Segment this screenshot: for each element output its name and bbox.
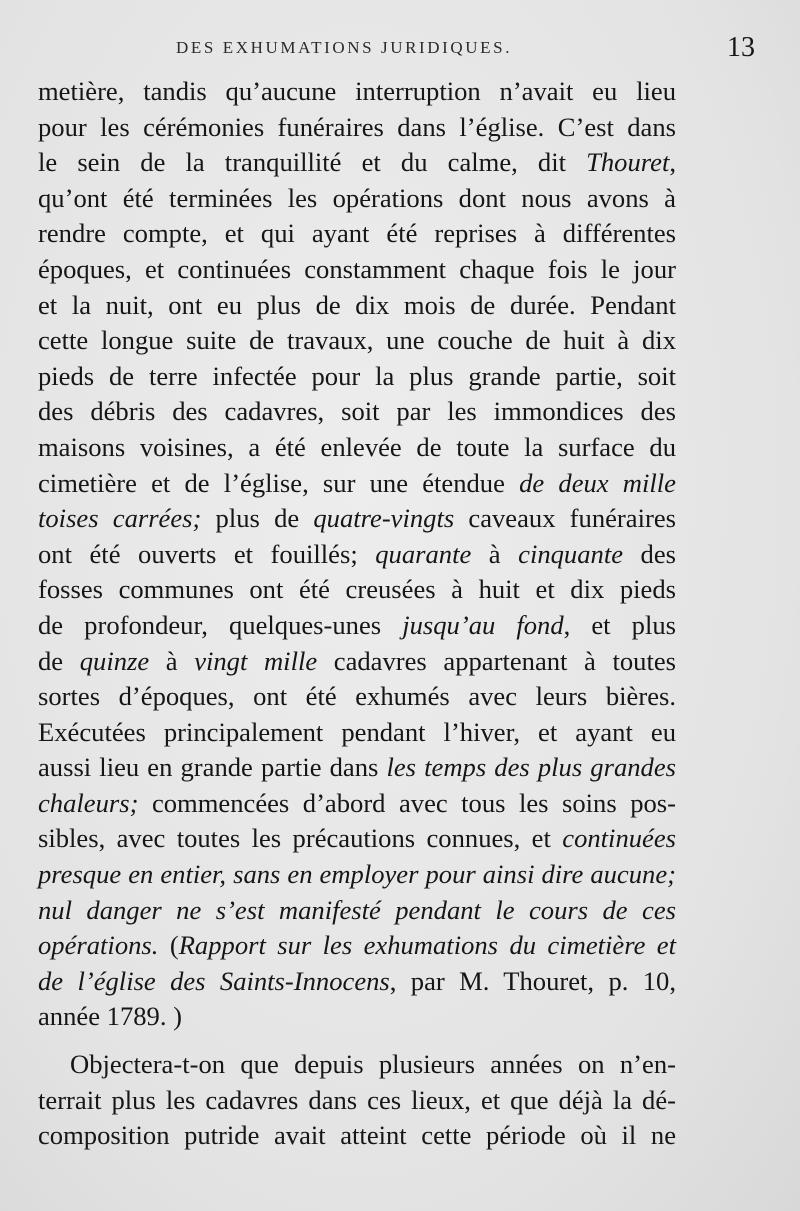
text-run: caveaux funéraires (454, 503, 676, 534)
text-run: Objectera-t-on que depuis plusieurs années on n’en- (70, 1049, 676, 1080)
running-head-title: DES EXHUMATIONS JURIDIQUES. (176, 38, 513, 57)
text-run: sortes d’époques, ont été exhumés avec leurs bières. (38, 681, 676, 712)
italic-text: opérations. (38, 930, 159, 961)
italic-text: presque en entier, sans en employer pour ainsi dire aucune; (38, 859, 676, 890)
text-line (38, 145, 676, 181)
page-number: 13 (727, 32, 755, 63)
italic-text: Rapport sur les exhumations du cimetière et (178, 930, 676, 961)
text-run: composition putride avait atteint cette période où il ne (38, 1120, 676, 1151)
text-line (38, 715, 676, 751)
text-run: cette longue suite de travaux, une couche de huit à dix (38, 325, 676, 356)
text-run: , (669, 147, 676, 178)
italic-text: continuées (562, 823, 676, 854)
text-run: de profondeur, quelques-unes (38, 609, 403, 640)
text-run: fosses communes ont été creusées à huit et dix pieds (38, 574, 676, 605)
italic-text: nul danger ne s’est manifesté pendant le cours de ces (38, 894, 676, 925)
text-run: pour les cérémonies funéraires dans l’église. C’est dans (38, 111, 676, 142)
text-line (38, 893, 676, 929)
text-run: , et plus (563, 609, 676, 640)
text-line (38, 110, 676, 146)
text-run: commencées d’abord avec tous les soins pos- (138, 787, 676, 818)
text-line (38, 644, 676, 680)
italic-text: chaleurs; (38, 787, 139, 818)
text-run: Exécutées principalement pendant l’hiver, et ayant eu (38, 716, 676, 747)
text-line (38, 750, 676, 786)
text-line (38, 1047, 676, 1083)
text-run: terrait plus les cadavres dans ces lieux, et que déjà la dé- (38, 1084, 676, 1115)
text-run: , par M. Thouret, p. 10, (389, 965, 676, 996)
text-run: ont été ouverts et fouillés; (38, 538, 376, 569)
italic-text: toises carrées; (38, 503, 202, 534)
text-line (38, 1118, 676, 1154)
text-run: plus de (201, 503, 314, 534)
text-line (38, 821, 676, 857)
text-run: ( (158, 930, 179, 961)
body-text (38, 74, 676, 1154)
italic-text: quatre-vingts (313, 503, 455, 534)
text-run: des débris des cadavres, soit par les immondices des (38, 396, 676, 427)
text-line (38, 181, 676, 217)
text-line (38, 394, 676, 430)
text-run: de (38, 645, 80, 676)
text-line (38, 501, 676, 537)
text-line (38, 1083, 676, 1119)
text-run: des (623, 538, 676, 569)
text-run: cadavres appartenant à toutes (317, 645, 676, 676)
text-line (38, 359, 676, 395)
paragraph-gap (38, 1035, 676, 1047)
italic-text: les temps des plus grandes (386, 752, 676, 783)
text-line (38, 928, 676, 964)
text-line (38, 679, 676, 715)
italic-text: de deux mille (519, 467, 676, 498)
running-head (40, 32, 755, 72)
text-line (38, 288, 676, 324)
text-line (38, 430, 676, 466)
text-line (38, 572, 676, 608)
italic-text: Thouret (586, 147, 670, 178)
text-run: le sein de la tranquillité et du calme, dit (38, 147, 587, 178)
text-line (38, 857, 676, 893)
italic-text: vingt mille (194, 645, 318, 676)
text-line (38, 74, 676, 110)
text-line (38, 323, 676, 359)
text-run: époques, et continuées constamment chaque fois le jour (38, 253, 676, 284)
italic-text: quinze (79, 645, 150, 676)
text-run: et la nuit, ont eu plus de dix mois de durée. Pendant (38, 289, 676, 320)
paragraph (38, 1047, 676, 1154)
text-run: année 1789. ) (38, 1001, 182, 1032)
text-line (38, 608, 676, 644)
italic-text: quarante (375, 538, 472, 569)
text-line (38, 537, 676, 573)
text-run: metière, tandis qu’aucune interruption n’avait eu lieu (38, 76, 676, 106)
text-run: à (471, 538, 519, 569)
text-run: sibles, avec toutes les précautions connues, et (38, 823, 563, 854)
text-run: cimetière et de l’église, sur une étendue (38, 467, 520, 498)
text-run: qu’ont été terminées les opérations dont nous avons à (38, 182, 676, 213)
text-line (38, 252, 676, 288)
text-line (38, 786, 676, 822)
text-line (38, 466, 676, 502)
text-run: aussi lieu en grande partie dans (38, 752, 387, 783)
text-line (38, 999, 676, 1035)
text-run: rendre compte, et qui ayant été reprises à différentes (38, 218, 676, 249)
paragraph (38, 74, 676, 1035)
italic-text: de l’église des Saints-Innocens (38, 965, 390, 996)
text-run: maisons voisines, a été enlevée de toute la surface du (38, 431, 676, 462)
text-line (38, 216, 676, 252)
text-run: pieds de terre infectée pour la plus grande partie, soit (38, 360, 676, 391)
italic-text: cinquante (518, 538, 624, 569)
text-run: à (149, 645, 195, 676)
text-line (38, 964, 676, 1000)
italic-text: jusqu’au fond (402, 609, 564, 640)
